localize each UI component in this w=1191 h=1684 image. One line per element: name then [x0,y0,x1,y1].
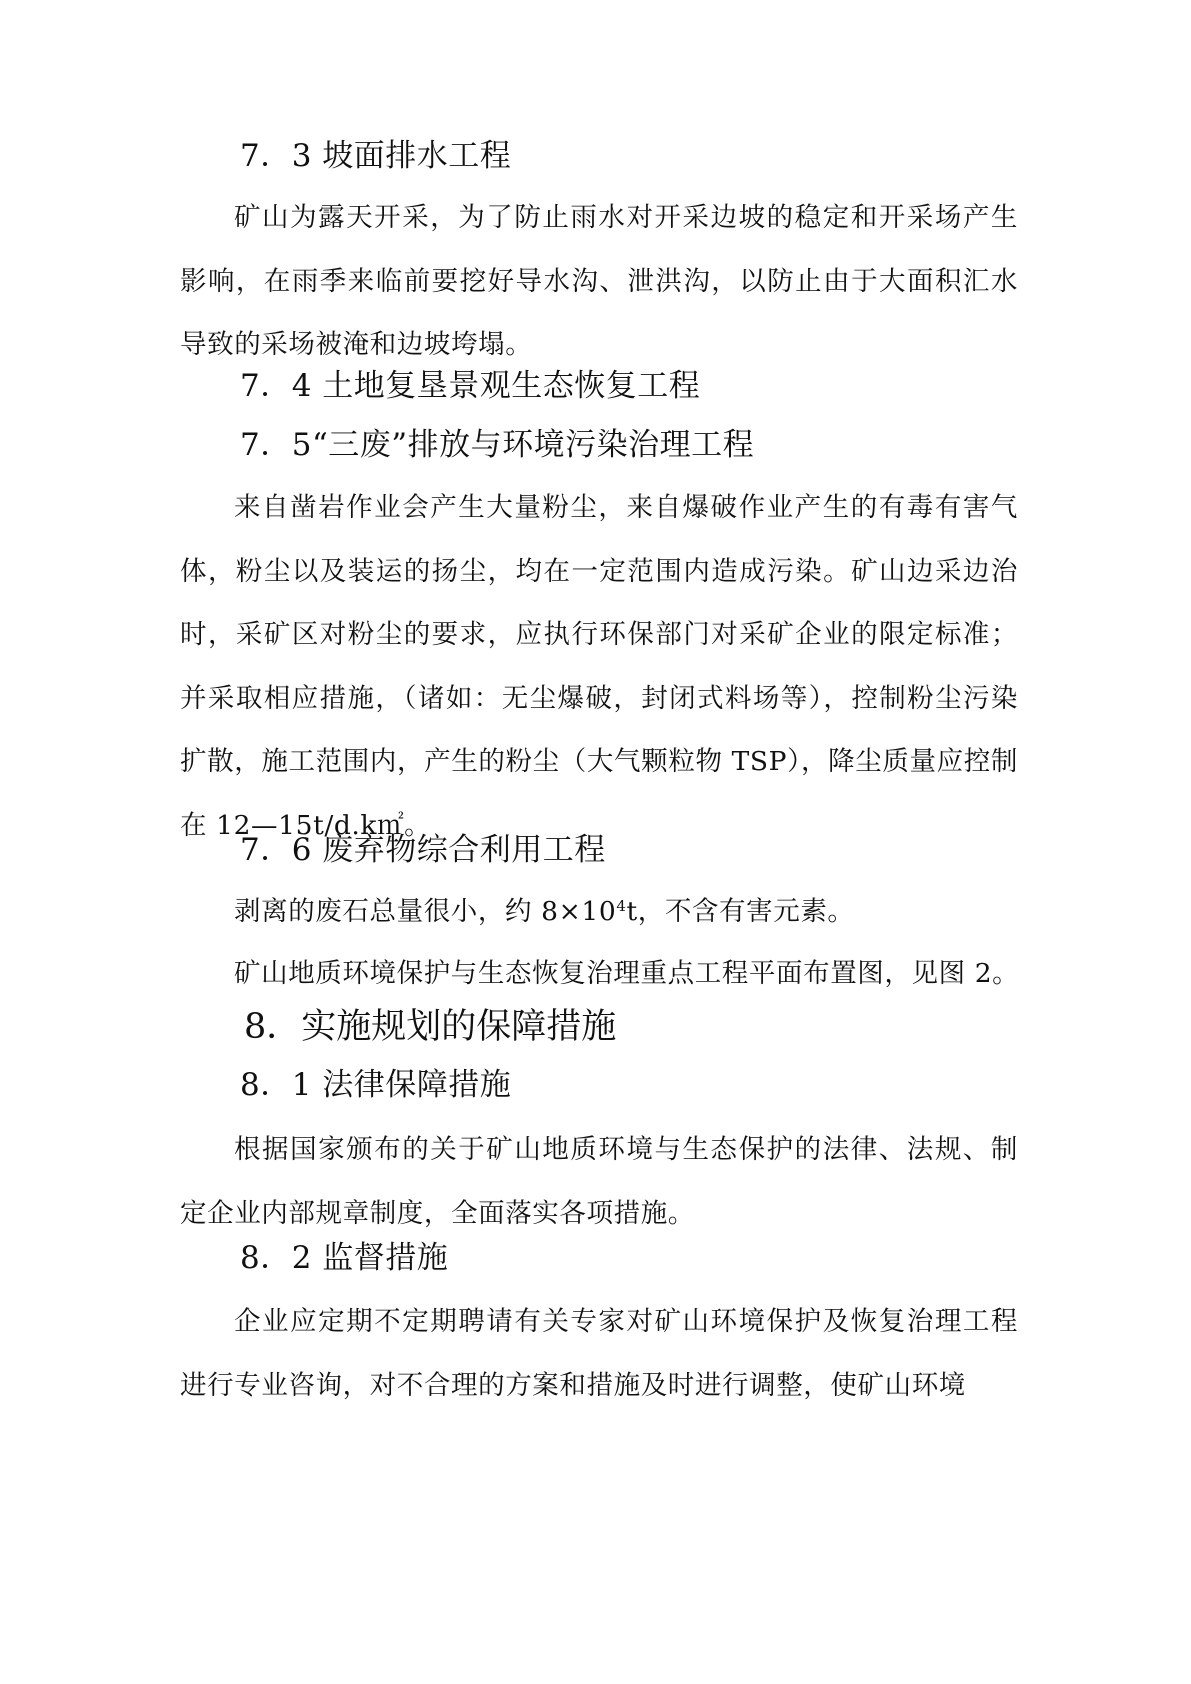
waste-rock-text-start: 剥离的废石总量很小，约 8×10 [234,896,617,927]
waste-rock-line [234,892,855,932]
heading-7-4: 7．4 土地复垦景观生态恢复工程 [240,368,701,404]
heading-8-2: 8．2 监督措施 [240,1240,449,1276]
paragraph-8-2: 企业应定期不定期聘请有关专家对矿山环境保护及恢复治理工程进行专业咨询，对不合理的方案和措施及时进行调整，使矿山环境 [180,1306,1018,1401]
paragraph-7-3: 矿山为露天开采，为了防止雨水对开采边坡的稳定和开采场产生影响，在雨季来临前要挖好导水沟、泄洪沟，以防止由于大面积汇水导致的采场被淹和边坡垮塌。 [180,202,1018,360]
exponent: 4 [616,897,627,915]
layout-plan-note: 矿山地质环境保护与生态恢复治理重点工程平面布置图，见图 2。 [234,958,1020,989]
paragraph-7-5: 来自凿岩作业会产生大量粉尘，来自爆破作业产生的有毒有害气体，粉尘以及装运的扬尘，均在一定范围内造成污染。矿山边采边治时，采矿区对粉尘的要求，应执行环保部门对采矿企业的限定标准；并采取相应措施，（诸如：无尘爆破，封闭式料场等），控制粉尘污染扩散，施工范围内，产生的粉尘（大气颗粒物 TSP），降尘质量应控制在 12—15t/d.k㎡。 [180,492,1018,841]
heading-7-3: 7．3 坡面排水工程 [240,138,512,174]
heading-7-6: 7．6 废弃物综合利用工程 [240,832,606,868]
heading-8: 8．实施规划的保障措施 [244,1007,617,1047]
heading-8-1: 8．1 法律保障措施 [240,1067,512,1103]
heading-7-5: 7．5“三废”排放与环境污染治理工程 [240,427,755,463]
paragraph-8-1: 根据国家颁布的关于矿山地质环境与生态保护的法律、法规、制定企业内部规章制度，全面落实各项措施。 [180,1134,1018,1229]
waste-rock-text-end: t，不含有害元素。 [626,896,855,927]
